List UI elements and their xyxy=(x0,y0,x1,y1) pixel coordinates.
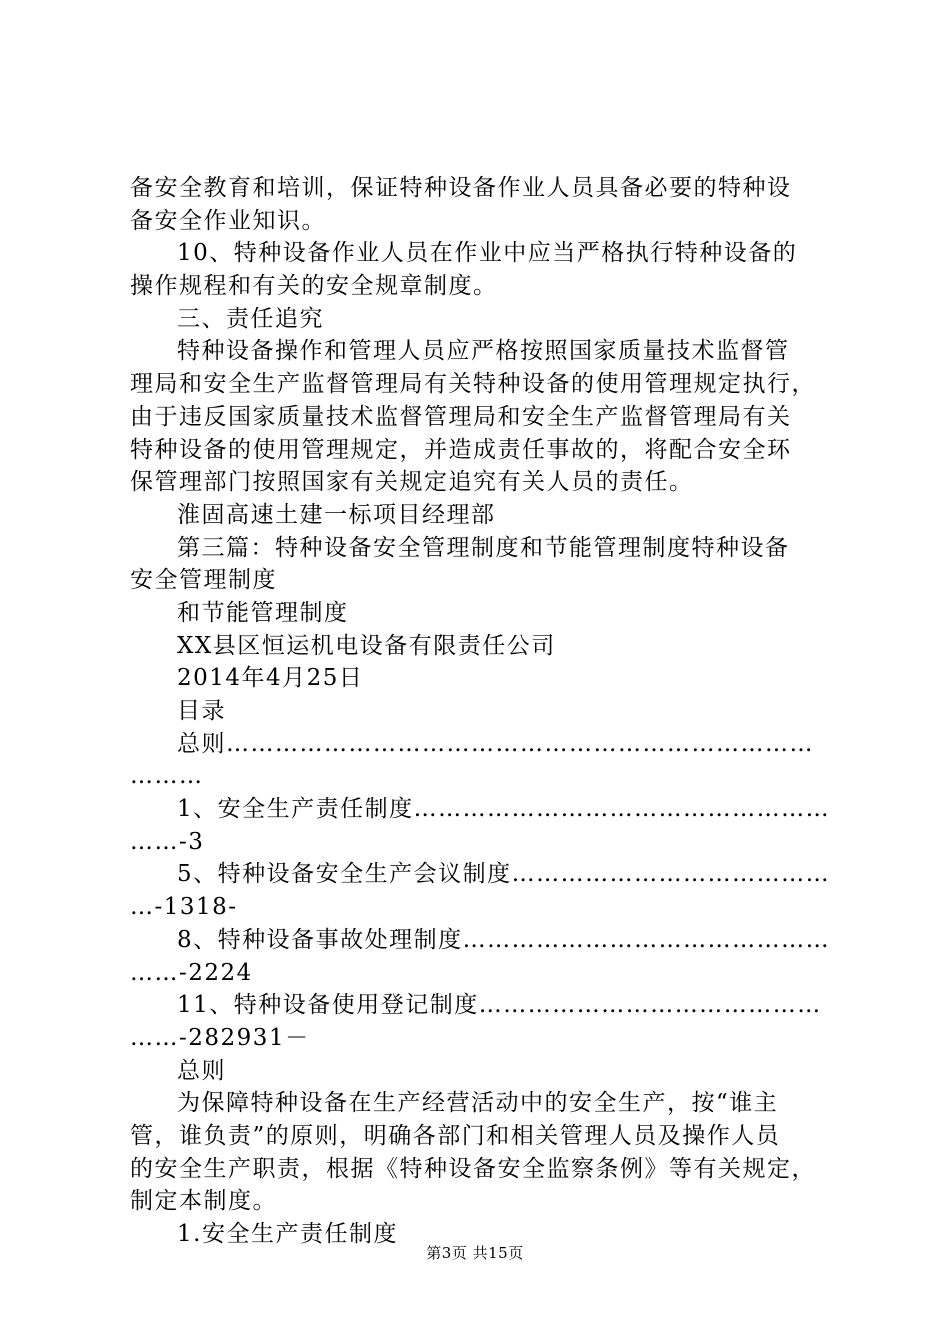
text-line: 总则 xyxy=(177,1057,226,1084)
text-line: 8、特种设备事故处理制度……………………………………… xyxy=(177,926,831,953)
text-line: …-1318- xyxy=(130,894,238,921)
text-line: 由于违反国家质量技术监督管理局和安全生产监督管理局有关 xyxy=(130,403,792,430)
text-line: 三、责任追究 xyxy=(177,305,324,332)
text-line: 淮固高速土建一标项目经理部 xyxy=(177,501,496,528)
text-line: 理局和安全生产监督管理局有关特种设备的使用管理规定执行， xyxy=(130,371,816,398)
text-line: 的安全生产职责，根据《特种设备安全监察条例》等有关规定， xyxy=(130,1155,816,1182)
text-line: 和节能管理制度 xyxy=(177,599,349,626)
text-line: 为保障特种设备在生产经营活动中的安全生产，按“谁主 xyxy=(177,1090,779,1117)
document-body xyxy=(130,172,830,1251)
text-line: 总则……………………………………………………………… xyxy=(177,730,814,757)
text-line: 11、特种设备使用登记制度…………………………………… xyxy=(177,992,822,1019)
text-line: 目录 xyxy=(177,698,226,724)
text-line: 安全管理制度 xyxy=(130,567,277,594)
text-line: 10、特种设备作业人员在作业中应当严格执行特种设备的 xyxy=(177,240,798,267)
text-line: 备安全作业知识。 xyxy=(130,207,326,234)
text-line: 1、安全生产责任制度…………………………………………… xyxy=(177,796,831,823)
text-line: XX县区恒运机电设备有限责任公司 xyxy=(177,632,556,659)
text-line: 1.安全生产责任制度 xyxy=(177,1221,398,1247)
text-line: ……-3 xyxy=(130,828,205,855)
text-line: 特种设备操作和管理人员应严格按照国家质量技术监督管 xyxy=(177,338,790,365)
text-line: 操作规程和有关的安全规章制度。 xyxy=(130,273,498,300)
text-line: 管，谁负责”的原则，明确各部门和相关管理人员及操作人员 xyxy=(130,1122,781,1149)
text-line: 保管理部门按照国家有关规定追究有关人员的责任。 xyxy=(130,469,694,496)
text-line: 5、特种设备安全生产会议制度………………………………… xyxy=(177,861,831,888)
text-line: 特种设备的使用管理规定，并造成责任事故的，将配合安全环 xyxy=(130,436,792,463)
text-line: 2014年4月25日 xyxy=(177,665,364,692)
text-line: ……-2224 xyxy=(130,959,253,986)
text-line: 第三篇：特种设备安全管理制度和节能管理制度特种设备 xyxy=(177,534,790,561)
text-line: 制定本制度。 xyxy=(130,1188,277,1215)
page-footer: 第3页 共15页 xyxy=(426,1244,524,1262)
text-line: 备安全教育和培训，保证特种设备作业人员具备必要的特种设 xyxy=(130,175,792,201)
text-line: ……-282931－ xyxy=(130,1024,310,1051)
text-line: ……… xyxy=(130,763,204,790)
